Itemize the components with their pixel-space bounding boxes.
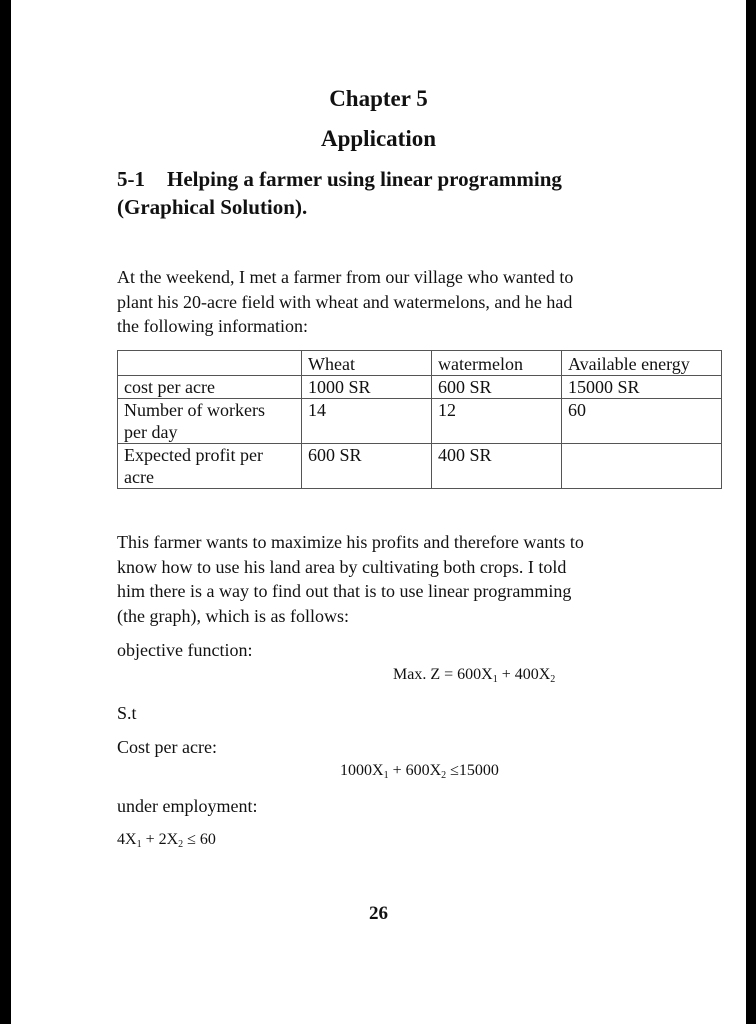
section-heading-line1 [117,165,717,193]
body-line: him there is a way to find out that is to use linear programming [117,581,572,601]
employment-constraint: $4X_1 + 2X_2 \le 60$ [117,831,216,850]
table-header-row [118,351,722,376]
table-cell-line: per day [124,422,178,442]
table-header-cell: Wheat [302,351,432,376]
intro-paragraph [117,265,727,339]
table-row [118,399,722,444]
table-cell: 60 [562,399,722,444]
chapter-heading: Chapter 5 [329,86,428,111]
table-cell: 1000 SR [302,376,432,399]
subject-to-label: S.t [117,703,137,723]
cost-constraint: $1000X_1 + 600X_2 \le 15000$ [340,762,499,781]
document-page [11,0,746,1024]
info-table [117,350,722,489]
intro-line: plant his 20-acre field with wheat and watermelons, and he had [117,291,573,312]
table-cell: 600 SR [302,444,432,489]
table-cell-line: acre [124,467,154,487]
intro-line: At the weekend, I met a farmer from our village who wanted to [117,267,574,287]
table-cell [118,444,302,489]
section-title: Helping a farmer using linear programming [167,167,562,191]
body-line: This farmer wants to maximize his profits and therefore wants to [117,532,584,552]
section-heading-line2: (Graphical Solution). [117,195,308,219]
table-cell [562,444,722,489]
table-cell: 14 [302,399,432,444]
body-paragraph [117,530,737,628]
table-cell-line: Expected profit per [124,445,263,465]
chapter-title: Application [320,126,437,151]
table-row [118,444,722,489]
section-heading [117,165,717,221]
table-cell: 400 SR [432,444,562,489]
table-header-cell: watermelon [432,351,562,376]
table-cell: 12 [432,399,562,444]
cost-label: Cost per acre: [117,737,217,757]
table-header-cell [118,351,302,376]
table-row [118,376,722,399]
table-cell-line: Number of workers [124,400,265,420]
body-line: (the graph), which is as follows: [117,605,349,626]
section-number: 5-1 [117,167,145,191]
objective-equation: Max. $Z = 600X_1 + 400X_2$ [393,666,556,685]
employment-label: under employment: [117,796,258,816]
intro-line: the following information: [117,316,308,336]
table-cell: cost per acre [118,376,302,399]
objective-label: objective function: [117,640,253,660]
table-header-cell: Available energy [562,351,722,376]
table-cell: 600 SR [432,376,562,399]
table-cell: 15000 SR [562,376,722,399]
table-cell [118,399,302,444]
body-line: know how to use his land area by cultivating both crops. I told [117,556,567,577]
page-number: 26 [369,903,388,924]
